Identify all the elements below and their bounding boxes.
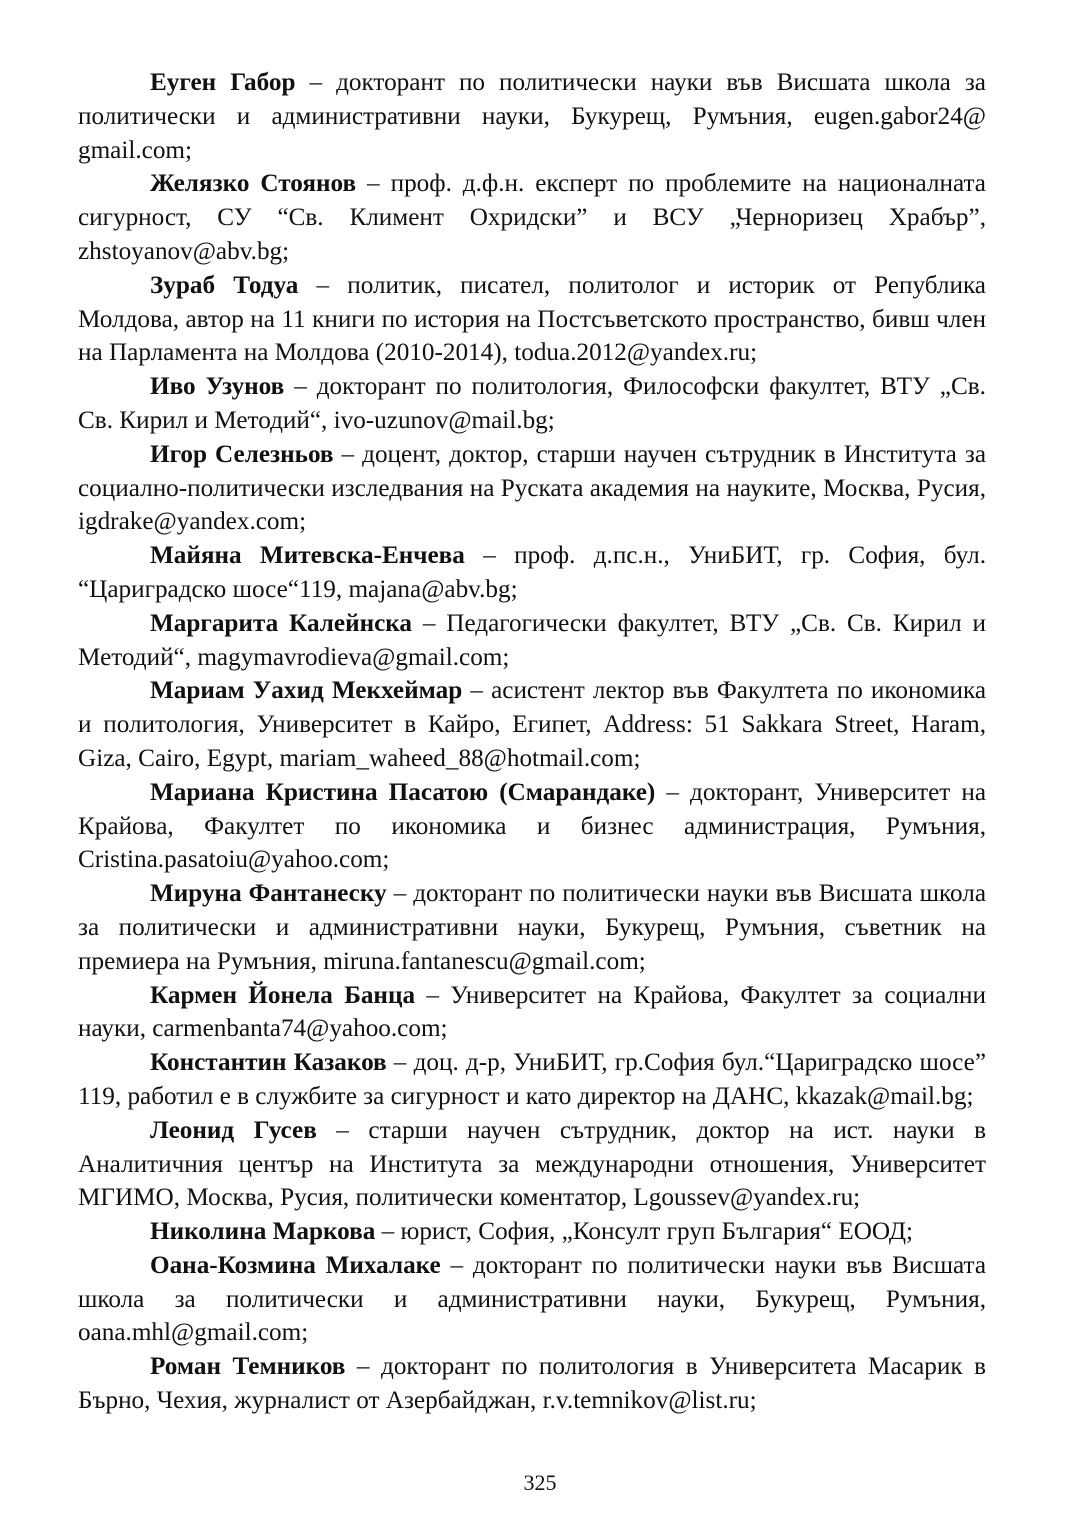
author-name: Роман Темников	[150, 1353, 346, 1381]
list-item	[78, 979, 986, 1047]
author-name: Маргарита Калейнска	[150, 609, 413, 637]
list-item	[78, 1215, 986, 1249]
author-description: – проф. д.ф.н. експерт по проблемите на националната сигурност, СУ “Св. Климент Охридски” и ВСУ „Черноризец Храбър”, zhstoyanov@abv.bg;	[78, 170, 986, 265]
list-item	[78, 1114, 986, 1215]
author-name: Кармен Йонела Банца	[150, 981, 416, 1009]
author-description: – докторант по политически науки във Висшата школа за политически и административни науки, Букурещ, Румъния, eugen.gabor24@​gmail.com;	[78, 69, 986, 164]
author-name: Еуген Габор	[150, 69, 296, 96]
author-description: – асистент лектор във Факултета по икономика и политология, Университет в Кайро, Египет, Address: 51 Sakkara Street, Haram, Giza, Cairo, Egypt, mariam_waheed_88@hotmail.com;	[78, 677, 986, 772]
list-item	[78, 370, 986, 438]
author-name: Игор Селезньов	[150, 440, 334, 468]
list-item	[78, 438, 986, 539]
list-item	[78, 877, 986, 978]
author-name: Мариана Кристина Пасатою (Смарандаке)	[150, 778, 656, 806]
list-item	[78, 66, 986, 167]
list-item	[78, 607, 986, 675]
list-item	[78, 1046, 986, 1114]
author-name: Желязко Стоянов	[150, 170, 357, 198]
author-name: Николина Маркова	[150, 1218, 376, 1246]
author-name: Константин Казаков	[150, 1049, 387, 1077]
author-name: Мируна Фантанеску	[150, 880, 387, 908]
author-description: – докторант, Университет на Крайова, Факултет по икономика и бизнес администрация, Румъния, Cristina.pasatoiu@yahoo.com;	[78, 778, 986, 874]
list-item	[78, 776, 986, 877]
contributors-list	[78, 66, 986, 1418]
author-description: – юрист, София, „Консулт груп България“ ЕООД;	[375, 1218, 914, 1246]
author-name: Зураб Тодуа	[150, 271, 299, 299]
page-number: 325	[523, 1470, 557, 1495]
author-name: Оана-Козмина Михалаке	[150, 1251, 441, 1279]
list-item	[78, 1249, 986, 1350]
author-name: Леонид Гусев	[150, 1116, 317, 1144]
author-name: Иво Узунов	[150, 373, 285, 401]
author-description: – политик, писател, политолог и историк от Република Молдова, автор на 11 книги по история на Постсъветското пространство, бивш член на Парламента на Молдова (2010-2014), todua.2012@yandex.ru;	[78, 271, 986, 367]
list-item	[78, 674, 986, 775]
author-description: – доц. д-р, УниБИТ, гр.София бул.“Цариградско шосе” 119, работил е в службите за сигурност и като директор на ДАНС, kkazak@mail.bg;	[78, 1049, 987, 1110]
author-description: – доцент, доктор, старши научен сътрудник в Института за социално-политически изследвания на Руската академия на науките, Москва, Русия, igdrake@yandex.com;	[78, 440, 986, 536]
author-description: – проф. д.пс.н., УниБИТ, гр. София, бул. “Цариградско шосе“119, majana@abv.bg;	[78, 542, 987, 603]
author-description: – старши научен сътрудник, доктор на ист. науки в Аналитичния център на Института за международни отношения, Университет МГИМО, Москва, Русия, политически коментатор, Lgoussev@yandex.ru;	[78, 1116, 986, 1212]
author-description: – докторант по политология, Философски факултет, ВТУ „Св. Св. Кирил и Методий“, ivo-uzunov@mail.bg;	[78, 373, 986, 434]
list-item	[78, 269, 986, 370]
author-description: – Университет на Крайова, Факултет за социални науки, carmenbanta74@yahoo.com;	[78, 981, 986, 1043]
author-description: – докторант по политически науки във Висшата школа за политически и административни науки, Букурещ, Румъния, съветник на премиера на Румъния, miruna.fantanescu@gmail.com;	[78, 880, 986, 975]
author-description: – Педагогически факултет, ВТУ „Св. Св. Кирил и Методий“, magymavrodieva@gmail.com;	[78, 609, 986, 671]
list-item	[78, 1350, 986, 1418]
list-item	[78, 167, 986, 268]
author-description: – докторант по политически науки във Висшата школа за политически и административни науки, Букурещ, Румъния, oana.mhl@gmail.com;	[78, 1251, 986, 1347]
author-name: Майяна Митевска-Енчева	[150, 542, 465, 570]
author-description: – докторант по политология в Университета Масарик в Бърно, Чехия, журналист от Азербайджан, r.v.temnikov@list.ru;	[78, 1353, 986, 1415]
list-item	[78, 539, 986, 607]
author-name: Мариам Уахид Мекхеймар	[150, 677, 463, 705]
